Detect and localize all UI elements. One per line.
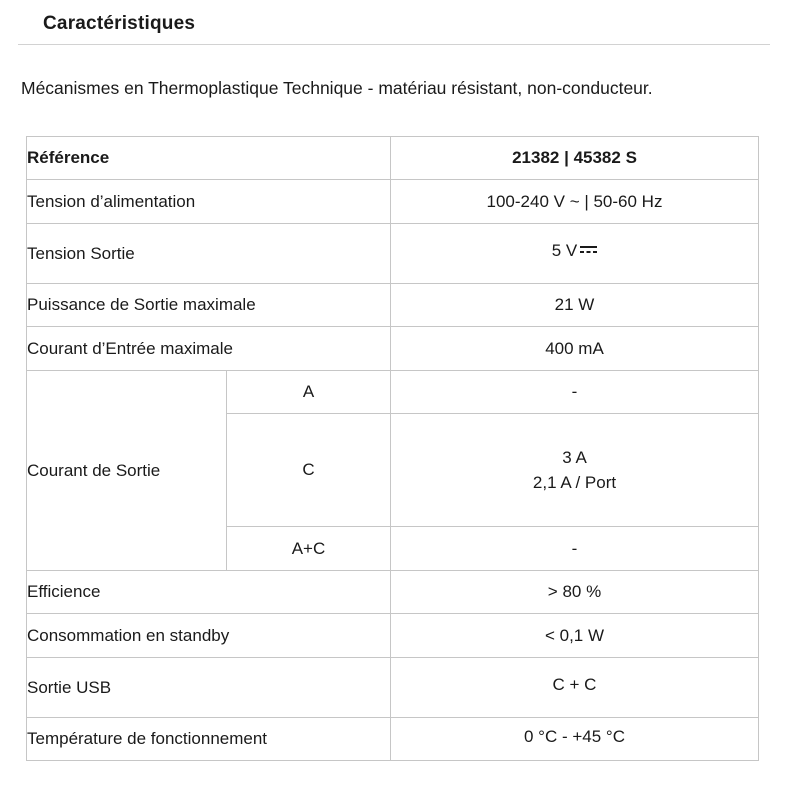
efficiency-value: > 80 % [391,571,759,614]
reference-value: 21382 | 45382 S [391,137,759,180]
table-row [27,571,759,614]
table-row [27,224,759,284]
operating-temperature-label: Température de fonctionnement [27,718,391,761]
port-a-label: A [227,371,391,414]
dc-current-symbol-icon [580,246,597,253]
port-ac-value: - [391,527,759,571]
table-row [27,718,759,761]
usb-output-label: Sortie USB [27,658,391,718]
supply-voltage-value: 100-240 V ~ | 50-60 Hz [391,180,759,224]
table-row [27,658,759,718]
standby-consumption-label: Consommation en standby [27,614,391,658]
table-row [27,371,759,414]
title-divider [18,44,770,45]
output-voltage-label: Tension Sortie [27,224,391,284]
port-c-label: C [227,414,391,527]
table-row [27,180,759,224]
section-title: Caractéristiques [43,13,196,34]
table-row [27,284,759,327]
max-output-power-label: Puissance de Sortie maximale [27,284,391,327]
standby-consumption-value: < 0,1 W [391,614,759,658]
reference-label: Référence [27,137,391,180]
operating-temperature-value: 0 °C - +45 °C [391,718,759,761]
table-header-row [27,137,759,180]
max-output-power-value: 21 W [391,284,759,327]
port-c-value-line-1: 3 A [562,448,587,467]
section-description: Mécanismes en Thermoplastique Technique - matériau résistant, non-conducteur. [21,78,653,98]
usb-output-value: C + C [391,658,759,718]
port-c-value-line-2: 2,1 A / Port [532,473,617,492]
output-voltage-value: 5 V [551,241,578,260]
supply-voltage-label: Tension d’alimentation [27,180,391,224]
table-row [27,614,759,658]
port-c-value [391,414,759,527]
max-input-current-value: 400 mA [391,327,759,371]
port-ac-label: A+C [227,527,391,571]
table-row [27,327,759,371]
specifications-table [26,136,759,761]
efficiency-label: Efficience [27,571,391,614]
output-current-label: Courant de Sortie [27,371,227,571]
port-a-value: - [391,371,759,414]
output-voltage-cell [391,224,759,284]
max-input-current-label: Courant d’Entrée maximale [27,327,391,371]
